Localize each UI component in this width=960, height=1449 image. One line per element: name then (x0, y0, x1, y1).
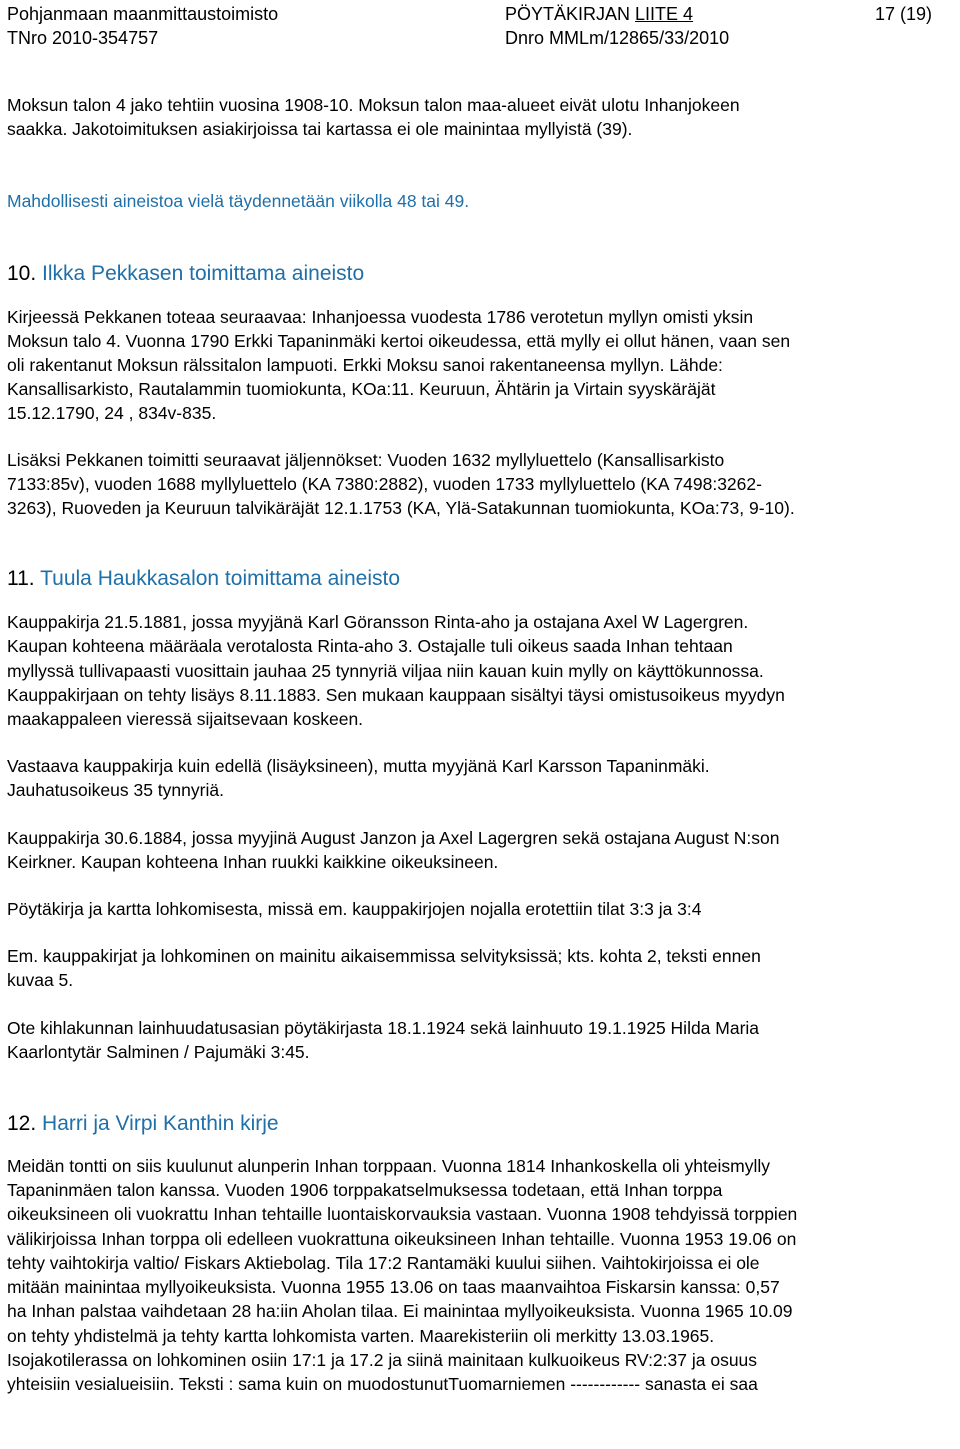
document-body (7, 93, 952, 1396)
text-line: 7133:85v), vuoden 1688 myllyluettelo (KA 7380:2882), vuoden 1733 myllyluettelo (KA 7498:3262- (7, 473, 762, 494)
text-line: Moksun talo 4. Vuonna 1790 Erkki Tapaninmäki kertoi oikeudessa, että mylly ei ollut hänen, vaan sen (7, 330, 791, 351)
org-name: Pohjanmaan maanmittaustoimisto (7, 4, 279, 24)
section-heading-10 (7, 261, 952, 287)
paragraph-pekkanen-copies (7, 448, 952, 521)
header-row-1 (7, 2, 952, 26)
text-line: tehty vaihtokirja valtio/ Fiskars Aktiebolag. Tila 17:2 Rantamäki kuului siihen. Vaihtokirjoissa ei ole (7, 1252, 760, 1273)
tnro: TNro 2010-354757 (7, 28, 159, 48)
section-title: Harri ja Virpi Kanthin kirje (42, 1112, 279, 1136)
text-line: Vastaava kauppakirja kuin edellä (lisäyksineen), mutta myyjänä Karl Karsson Tapaninmäki. (7, 756, 710, 777)
page-number: 17 (19) (874, 4, 932, 24)
text-line: Kauppakirja 21.5.1881, jossa myyjänä Karl Göransson Rinta-aho ja ostajana Axel W Lagergren. (7, 612, 749, 633)
section-heading-11 (7, 566, 952, 592)
text-line: saakka. Jakotoimituksen asiakirjoissa tai kartassa ei ole mainintaa myllyistä (39). (7, 119, 633, 140)
text-line: Kaupan kohteena määräala verotalosta Rinta-aho 3. Ostajalle tuli oikeus saada Inhan tehtaan (7, 636, 733, 657)
text-line: Meidän tontti on siis kuulunut alunperin Inhan torppaan. Vuonna 1814 Inhankoskella oli yhteismylly (7, 1156, 771, 1177)
text-line: kuvaa 5. (7, 970, 74, 991)
text-line: Kauppakirja 30.6.1884, jossa myyjinä August Janzon ja Axel Lagergren sekä ostajana August N:son (7, 827, 780, 848)
text-line: oli rakentanut Moksun rälssitalon lampuoti. Erkki Moksu sanoi rakentaneensa myllyn. Lähde: (7, 355, 723, 376)
text-line: mitään mainintaa myllyoikeuksista. Vuonna 1955 13.06 on taas maanvaihtoa Fiskarsin kanssa: 0,57 (7, 1277, 780, 1298)
paragraph-moksun-jako (7, 93, 952, 141)
paragraph-poytakirja (7, 897, 952, 921)
text-line: on tehty yhdistelmä ja tehty kartta lohkomista varten. Maarekisteriin oli merkitty 13.03.1965. (7, 1325, 715, 1346)
dnro: Dnro MMLm/12865/33/2010 (505, 28, 730, 48)
text-line: Em. kauppakirjat ja lohkominen on mainitu aikaisemmissa selvityksissä; kts. kohta 2, teksti ennen (7, 946, 761, 967)
text-line: yhteisiin vesialueisiin. Teksti : sama kuin on muodostunutTuomarniemen ------------ sanasta ei saa (7, 1373, 758, 1394)
text-line: 15.12.1790, 24 , 834v-835. (7, 403, 217, 424)
section-number: 10. (7, 261, 37, 285)
section-heading-12 (7, 1111, 952, 1137)
section-number: 12. (7, 1112, 37, 1136)
text-line: Moksun talon 4 jako tehtiin vuosina 1908-10. Moksun talon maa-alueet eivät ulotu Inhanjokeen (7, 95, 740, 115)
text-line: myllyssä tullivapaasti vuosittain jauhaa 25 tynnyriä viljaa niin kauan kuin mylly on käyttökunnossa. (7, 660, 764, 681)
paragraph-em-kauppakirjat (7, 944, 952, 992)
section-title: Tuula Haukkasalon toimittama aineisto (40, 567, 401, 591)
paragraph-pekkanen-letter (7, 305, 952, 426)
text-line: Pöytäkirja ja kartta lohkomisesta, missä em. kauppakirjojen nojalla erotettiin tilat 3:3 ja 3:4 (7, 899, 702, 920)
text-line: Ote kihlakunnan lainhuudatusasian pöytäkirjasta 18.1.1924 sekä lainhuuto 19.1.1925 Hilda Maria (7, 1017, 760, 1038)
text-line: Kaarlontytär Salminen / Pajumäki 3:45. (7, 1041, 310, 1062)
paragraph-kanth-letter (7, 1154, 952, 1396)
section-number: 11. (7, 567, 35, 591)
text-line: Kirjeessä Pekkanen toteaa seuraavaa: Inhanjoessa vuodesta 1786 verotetun myllyn omisti yksin (7, 306, 754, 327)
header-row-2 (7, 26, 952, 50)
doc-type-prefix: PÖYTÄKIRJAN (505, 4, 636, 24)
text-line: Lisäksi Pekkanen toimitti seuraavat jäljennökset: Vuoden 1632 myllyluettelo (Kansallisarkisto (7, 449, 725, 470)
text-line: maakappaleen vieressä sijaitsevaan koskeen. (7, 709, 364, 730)
text-line: Kauppakirjaan on tehty lisäys 8.11.1883. Sen mukaan kauppaan sisältyi täysi omistusoikeus myydyn (7, 684, 785, 705)
paragraph-lainhuuto (7, 1016, 952, 1064)
text-line: Isojakotilerassa on lohkominen osiin 17:1 ja 17.2 ja siinä mainitaan kulkuoikeus RV:2:37 ja osuus (7, 1349, 758, 1370)
text-line: Kansallisarkisto, Rautalammin tuomiokunta, KOa:11. Keuruun, Ähtärin ja Virtain syyskäräjät (7, 379, 716, 400)
text-line: Tapaninmäen talon kanssa. Vuoden 1906 torppakatselmuksessa todetaan, että Inhan torppa (7, 1180, 723, 1201)
paragraph-vastaava-kauppakirja (7, 754, 952, 802)
text-line: 3263), Ruoveden ja Keuruun talvikäräjät 12.1.1753 (KA, Ylä-Satakunnan tuomiokunta, KOa:73, 9-10). (7, 498, 795, 519)
paragraph-kauppakirja-1884 (7, 826, 952, 874)
text-line: oikeuksineen oli vuokrattu Inhan tehtaille luontaiskorvauksia vastaan. Vuonna 1908 tehdyissä torppien (7, 1204, 798, 1225)
paragraph-kauppakirja-1881 (7, 610, 952, 731)
text-line: Jauhatusoikeus 35 tynnyriä. (7, 780, 224, 801)
doc-type-appendix: LIITE 4 (635, 4, 694, 24)
page-header (7, 2, 952, 50)
section-title: Ilkka Pekkasen toimittama aineisto (42, 261, 365, 285)
text-line: välikirjoissa Inhan torppa oli edelleen vuokrattuna oikeuksineen Inhan tehtaille. Vuonna 1953 19.06 on (7, 1228, 797, 1249)
doc-type (505, 2, 693, 26)
text-line: Keirkner. Kaupan kohteena Inhan ruukki kaikkine oikeuksineen. (7, 851, 499, 872)
text-line: ha Inhan palstaa vaihdetaan 28 ha:iin Aholan tilaa. Ei mainintaa myllyoikeuksista. Vuonna 1965 10.09 (7, 1301, 793, 1322)
supplement-note: Mahdollisesti aineistoa vielä täydennetään viikolla 48 tai 49. (7, 191, 470, 212)
